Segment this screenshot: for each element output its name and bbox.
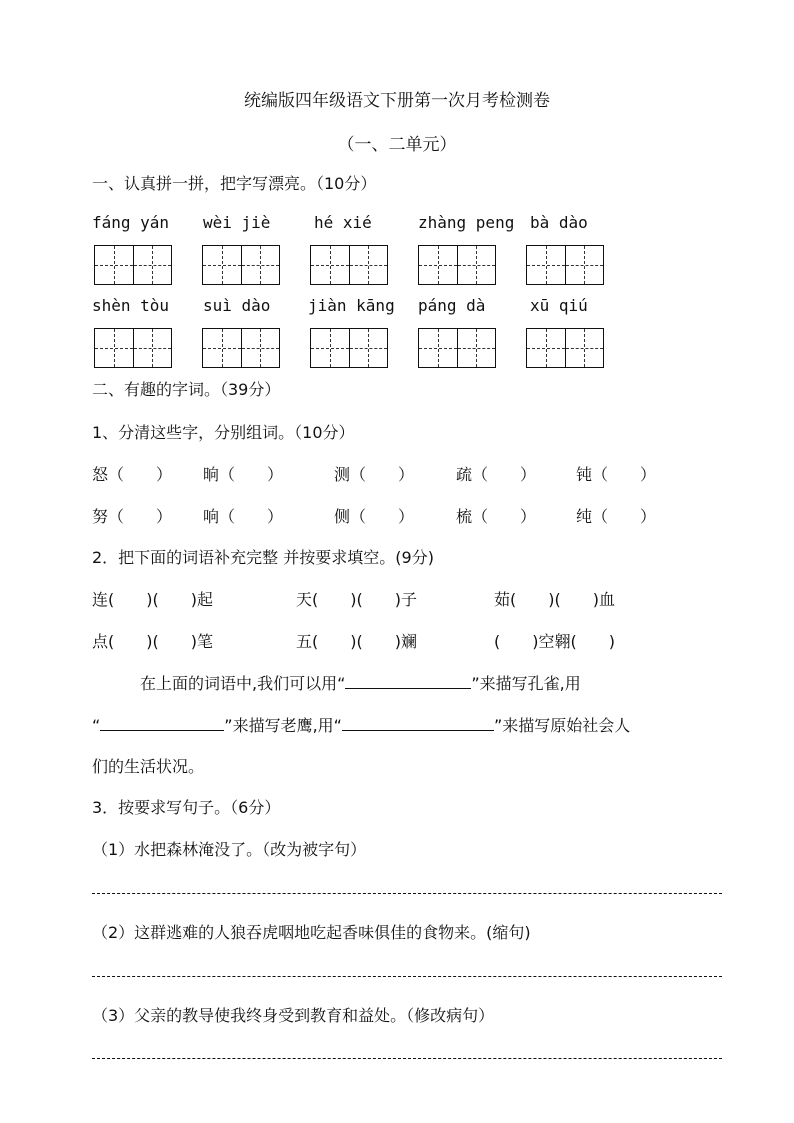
pinyin-item: hé xié bbox=[314, 213, 372, 232]
q3-item: （2）这群逃难的人狼吞虎咽地吃起香味俱佳的食物来。(缩句) bbox=[92, 923, 531, 942]
word-item: 梳（ ） bbox=[456, 507, 537, 526]
pinyin-item: páng dà bbox=[418, 296, 486, 315]
paragraph-text: ”来描写老鹰,用“ bbox=[224, 716, 342, 735]
section2-heading: 二、有趣的字词。（39分） bbox=[92, 380, 281, 399]
writing-grid[interactable] bbox=[526, 245, 604, 285]
paragraph-text: ”来描写孔雀,用 bbox=[471, 674, 581, 693]
writing-grid[interactable] bbox=[418, 328, 496, 368]
writing-grid[interactable] bbox=[418, 245, 496, 285]
idiom-item: 连( )( )起 bbox=[92, 590, 213, 609]
q3-item: （3）父亲的教导使我终身受到教育和益处。（修改病句） bbox=[92, 1006, 495, 1025]
pinyin-item: zhàng peng bbox=[418, 213, 515, 232]
idiom-item: ( )空翱( ) bbox=[494, 632, 615, 651]
fill-paragraph-line1 bbox=[140, 671, 581, 694]
q1-heading: 1、分清这些字，分别组词。（10分） bbox=[92, 423, 355, 442]
word-item: 响（ ） bbox=[203, 507, 284, 526]
q3-heading: 3．按要求写句子。（6分） bbox=[92, 798, 281, 817]
answer-blank[interactable] bbox=[100, 714, 224, 731]
writing-grid[interactable] bbox=[202, 245, 280, 285]
writing-grid[interactable] bbox=[94, 328, 172, 368]
pinyin-item: suì dào bbox=[203, 296, 271, 315]
word-item: 钝（ ） bbox=[576, 465, 657, 484]
writing-grid[interactable] bbox=[310, 328, 388, 368]
writing-grid[interactable] bbox=[526, 328, 604, 368]
word-item: 晌（ ） bbox=[203, 465, 284, 484]
idiom-item: 点( )( )笔 bbox=[92, 632, 213, 651]
q3-item: （1）水把森林淹没了。（改为被字句） bbox=[92, 840, 367, 859]
word-item: 侧（ ） bbox=[334, 507, 415, 526]
answer-blank[interactable] bbox=[342, 714, 494, 731]
word-item: 怒（ ） bbox=[92, 465, 173, 484]
word-item: 努（ ） bbox=[92, 507, 173, 526]
writing-grid[interactable] bbox=[202, 328, 280, 368]
writing-grid[interactable] bbox=[94, 245, 172, 285]
answer-line[interactable] bbox=[92, 893, 722, 894]
paragraph-text: 在上面的词语中,我们可以用“ bbox=[140, 674, 346, 693]
word-item: 纯（ ） bbox=[576, 507, 657, 526]
idiom-item: 五( )( )斓 bbox=[296, 632, 417, 651]
pinyin-item: shèn tòu bbox=[92, 296, 170, 315]
pinyin-item: bà dào bbox=[530, 213, 588, 232]
fill-paragraph-line3: 们的生活状况。 bbox=[92, 757, 205, 776]
answer-line[interactable] bbox=[92, 1058, 722, 1059]
pinyin-item: jiàn kāng bbox=[308, 296, 395, 315]
paragraph-text: “ bbox=[92, 716, 101, 735]
answer-blank[interactable] bbox=[345, 672, 471, 689]
q2-heading: 2．把下面的词语补充完整 并按要求填空。(9分) bbox=[92, 548, 434, 567]
idiom-item: 天( )( )子 bbox=[296, 590, 417, 609]
page-subtitle: （一、二单元） bbox=[337, 135, 457, 155]
writing-grid[interactable] bbox=[310, 245, 388, 285]
section1-heading: 一、认真拼一拼，把字写漂亮。（10分） bbox=[92, 174, 377, 193]
fill-paragraph-line2 bbox=[92, 713, 630, 736]
idiom-item: 茹( )( )血 bbox=[494, 590, 615, 609]
word-item: 疏（ ） bbox=[456, 465, 537, 484]
pinyin-item: fáng yán bbox=[92, 213, 170, 232]
pinyin-item: wèi jiè bbox=[203, 213, 271, 232]
pinyin-item: xū qiú bbox=[530, 296, 588, 315]
word-item: 测（ ） bbox=[334, 465, 415, 484]
answer-line[interactable] bbox=[92, 976, 722, 977]
page-title: 统编版四年级语文下册第一次月考检测卷 bbox=[244, 91, 550, 111]
paragraph-text: ”来描写原始社会人 bbox=[493, 716, 631, 735]
